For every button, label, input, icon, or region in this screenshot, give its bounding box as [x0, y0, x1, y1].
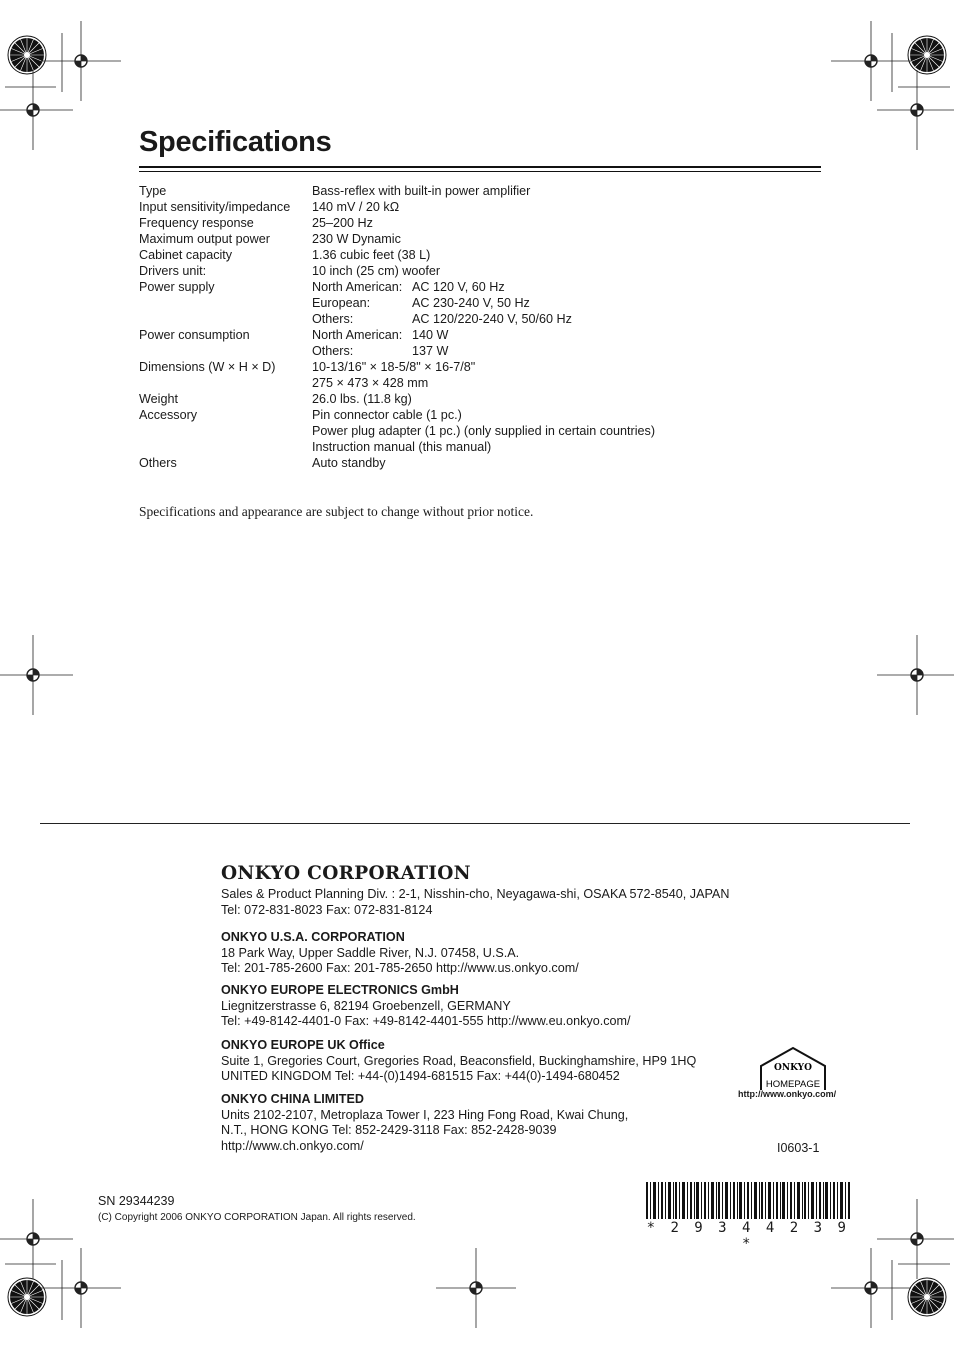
office-url: http://www.ch.onkyo.com/	[221, 1138, 364, 1153]
spec-row-power-supply-eu	[139, 295, 655, 311]
spec-label: Accessory	[139, 408, 198, 422]
spec-row-input	[139, 199, 655, 215]
spec-region: Others:	[312, 312, 354, 326]
spec-label: Type	[139, 184, 167, 198]
office-name: ONKYO EUROPE UK Office	[221, 1038, 385, 1052]
spec-value: 230 W Dynamic	[312, 232, 401, 246]
office-contact: N.T., HONG KONG Tel: 852-2429-3118 Fax: 852-2428-9039	[221, 1123, 557, 1137]
spec-value: Pin connector cable (1 pc.)	[312, 408, 462, 422]
spec-label: Power supply	[139, 280, 215, 294]
copyright: (C) Copyright 2006 ONKYO CORPORATION Japan. All rights reserved.	[98, 1212, 416, 1223]
serial-number: SN 29344239	[98, 1194, 175, 1208]
homepage-label: HOMEPAGE	[765, 1079, 821, 1090]
spec-value: 10-13/16" × 18-5/8" × 16-7/8"	[312, 360, 476, 374]
china-office	[221, 1092, 628, 1154]
title-rule	[139, 166, 821, 168]
spec-value: Instruction manual (this manual)	[312, 440, 492, 454]
spec-value: Power plug adapter (1 pc.) (only supplied in certain countries)	[312, 424, 656, 438]
spec-row-drivers	[139, 263, 655, 279]
spec-label: Power consumption	[139, 328, 250, 342]
spec-region: North American:	[312, 328, 403, 342]
spec-label: Cabinet capacity	[139, 248, 233, 262]
spec-value: 25–200 Hz	[312, 216, 373, 230]
spec-row-dimensions-mm	[139, 375, 655, 391]
spec-value: AC 120/220-240 V, 50/60 Hz	[412, 312, 572, 326]
spec-region: European:	[312, 296, 371, 310]
office-address: Units 2102-2107, Metroplaza Tower I, 223 Hing Fong Road, Kwai Chung,	[221, 1107, 629, 1122]
office-contact: Tel: +49-8142-4401-0 Fax: +49-8142-4401-555 http://www.eu.onkyo.com/	[221, 1014, 631, 1028]
spec-value: AC 120 V, 60 Hz	[412, 280, 505, 294]
spec-row-accessory-2	[139, 423, 655, 439]
hq-contact: Tel: 072-831-8023 Fax: 072-831-8124	[221, 902, 433, 917]
office-address: 18 Park Way, Upper Saddle River, N.J. 07458, U.S.A.	[221, 945, 520, 960]
spec-row-weight	[139, 391, 655, 407]
spec-row-others	[139, 455, 655, 471]
spec-row-power-supply-others	[139, 311, 655, 327]
hq-line: Sales & Product Planning Div. : 2-1, Nisshin-cho, Neyagawa-shi, OSAKA 572-8540, JAPAN	[221, 887, 730, 901]
spec-value: AC 230-240 V, 50 Hz	[412, 296, 530, 310]
spec-region: Others:	[312, 344, 354, 358]
spec-label: Weight	[139, 392, 178, 406]
footer-divider	[40, 823, 910, 824]
usa-office	[221, 930, 579, 977]
specifications-table	[139, 183, 655, 471]
homepage-url: http://www.onkyo.com/	[738, 1089, 837, 1099]
spec-value: 275 × 473 × 428 mm	[312, 376, 429, 390]
hq-address	[221, 887, 729, 918]
spec-row-power-supply	[139, 279, 655, 295]
office-name: ONKYO EUROPE ELECTRONICS GmbH	[221, 983, 459, 997]
homepage-logo: ONKYO	[774, 1063, 812, 1073]
spec-row-type	[139, 183, 655, 199]
change-notice: Specifications and appearance are subject to change without prior notice.	[139, 504, 534, 519]
spec-value: 10 inch (25 cm) woofer	[312, 264, 441, 278]
spec-value: Bass-reflex with built-in power amplifier	[312, 184, 531, 198]
spec-row-dimensions	[139, 359, 655, 375]
page-title: Specifications	[139, 126, 332, 158]
spec-row-consumption-others	[139, 343, 655, 359]
spec-value: 140 mV / 20 kΩ	[312, 200, 400, 214]
barcode	[646, 1182, 850, 1219]
spec-label: Maximum output power	[139, 232, 270, 246]
spec-row-accessory	[139, 407, 655, 423]
spec-row-cabinet	[139, 247, 655, 263]
title-rule-thin	[139, 171, 821, 172]
spec-label: Input sensitivity/impedance	[139, 200, 291, 214]
spec-row-consumption	[139, 327, 655, 343]
spec-row-frequency	[139, 215, 655, 231]
spec-row-output	[139, 231, 655, 247]
corporation-logo: ONKYO CORPORATION	[221, 863, 471, 884]
spec-value: 1.36 cubic feet (38 L)	[312, 248, 431, 262]
uk-office	[221, 1038, 696, 1085]
spec-value: 140 W	[412, 328, 449, 342]
spec-label: Dimensions (W × H × D)	[139, 360, 276, 374]
office-contact: Tel: 201-785-2600 Fax: 201-785-2650 http://www.us.onkyo.com/	[221, 961, 579, 975]
office-name: ONKYO CHINA LIMITED	[221, 1092, 364, 1106]
spec-value: 137 W	[412, 344, 449, 358]
document-code: I0603-1	[777, 1141, 820, 1155]
spec-value: 26.0 lbs. (11.8 kg)	[312, 392, 412, 406]
barcode-digits: * 2 9 3 4 4 2 3 9 *	[646, 1220, 850, 1252]
spec-label: Others	[139, 456, 177, 470]
spec-label: Frequency response	[139, 216, 254, 230]
europe-office	[221, 983, 631, 1030]
spec-region: North American:	[312, 280, 403, 294]
office-address: Liegnitzerstrasse 6, 82194 Groebenzell, GERMANY	[221, 998, 511, 1013]
office-contact: UNITED KINGDOM Tel: +44-(0)1494-681515 Fax: +44(0)-1494-680452	[221, 1069, 620, 1083]
spec-row-accessory-3	[139, 439, 655, 455]
office-address: Suite 1, Gregories Court, Gregories Road, Beaconsfield, Buckinghamshire, HP9 1HQ	[221, 1053, 697, 1068]
office-name: ONKYO U.S.A. CORPORATION	[221, 930, 405, 944]
spec-value: Auto standby	[312, 456, 386, 470]
spec-label: Drivers unit:	[139, 264, 207, 278]
